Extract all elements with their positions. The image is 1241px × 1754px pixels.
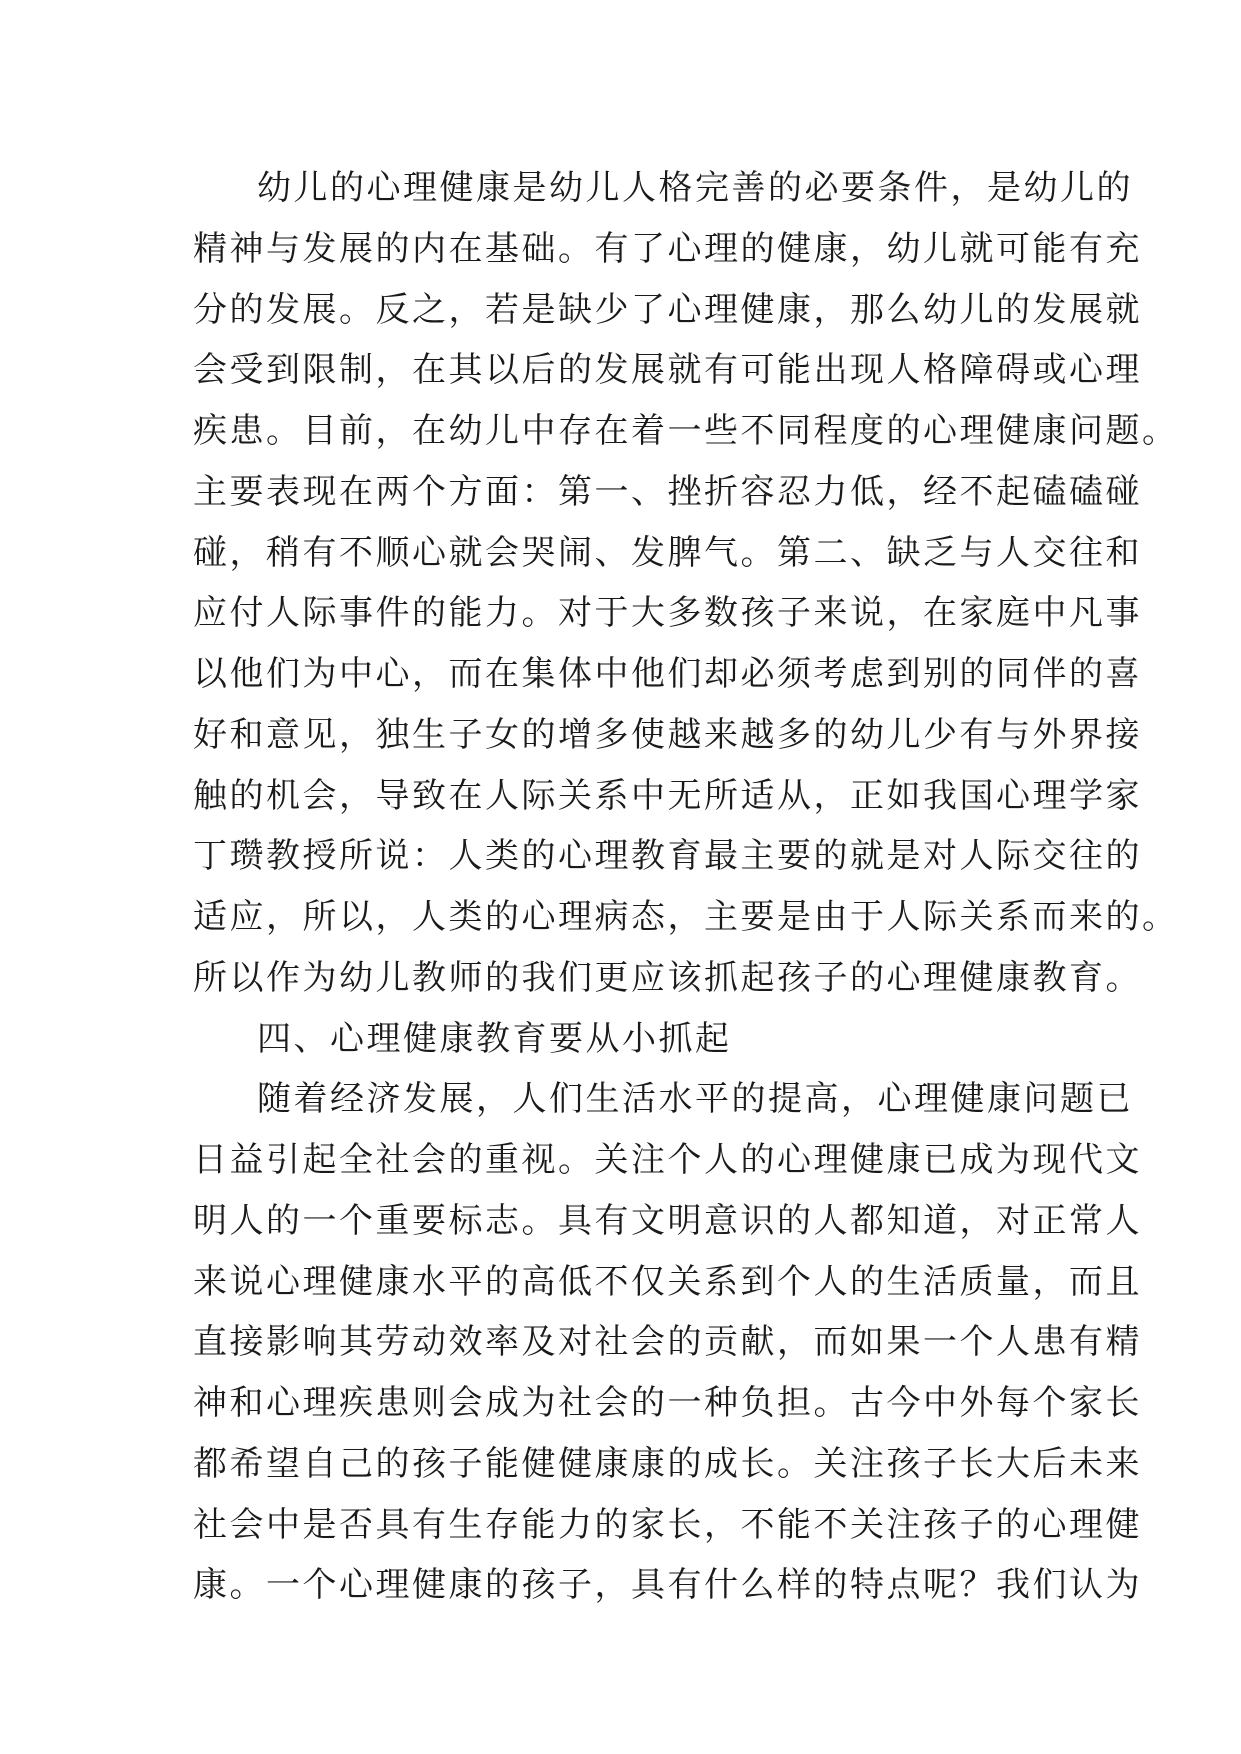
text-line: 精神与发展的内在基础。有了心理的健康，幼儿就可能有充 xyxy=(193,228,1142,269)
text-line: 疾患。目前，在幼儿中存在着一些不同程度的心理健康问题。 xyxy=(193,411,1179,451)
text-line: 应付人际事件的能力。对于大多数孩子来说，在家庭中凡事 xyxy=(193,593,1142,634)
paragraph-first-line: 幼儿的心理健康是幼儿人格完善的必要条件，是幼儿的 xyxy=(257,168,1133,208)
text-line: 日益引起全社会的重视。关注个人的心理健康已成为现代文 xyxy=(193,1140,1142,1180)
text-line: 触的机会，导致在人际关系中无所适从，正如我国心理学家 xyxy=(193,775,1142,816)
text-line: 好和意见，独生子女的增多使越来越多的幼儿少有与外界接 xyxy=(193,714,1142,755)
text-line: 适应，所以，人类的心理病态，主要是由于人际关系而来的。 xyxy=(193,897,1179,937)
text-line: 直接影响其劳动效率及对社会的贡献，而如果一个人患有精 xyxy=(193,1322,1142,1363)
text-line: 明人的一个重要标志。具有文明意识的人都知道，对正常人 xyxy=(193,1200,1142,1241)
text-line: 康。一个心理健康的孩子，具有什么样的特点呢？我们认为 xyxy=(193,1565,1142,1606)
text-line: 都希望自己的孩子能健健康康的成长。关注孩子长大后未来 xyxy=(193,1443,1142,1484)
text-line: 社会中是否具有生存能力的家长，不能不关注孩子的心理健 xyxy=(193,1504,1142,1545)
text-line: 会受到限制，在其以后的发展就有可能出现人格障碍或心理 xyxy=(193,350,1142,391)
paragraph-first-line: 随着经济发展，人们生活水平的提高，心理健康问题已 xyxy=(257,1079,1133,1120)
section-heading: 四、心理健康教育要从小抓起 xyxy=(257,1018,732,1059)
text-line: 碰，稍有不顺心就会哭闹、发脾气。第二、缺乏与人交往和 xyxy=(193,532,1142,573)
text-line: 神和心理疾患则会成为社会的一种负担。古今中外每个家长 xyxy=(193,1383,1142,1423)
text-line: 所以作为幼儿教师的我们更应该抓起孩子的心理健康教育。 xyxy=(193,957,1142,998)
text-line: 主要表现在两个方面：第一、挫折容忍力低，经不起磕磕碰 xyxy=(193,471,1142,512)
text-line: 丁瓒教授所说：人类的心理教育最主要的就是对人际交往的 xyxy=(193,836,1142,877)
body-text xyxy=(193,158,1179,1616)
text-line: 以他们为中心，而在集体中他们却必须考虑到别的同伴的喜 xyxy=(193,654,1142,694)
text-line: 来说心理健康水平的高低不仅关系到个人的生活质量，而且 xyxy=(193,1261,1142,1302)
text-line: 分的发展。反之，若是缺少了心理健康，那么幼儿的发展就 xyxy=(193,289,1142,330)
